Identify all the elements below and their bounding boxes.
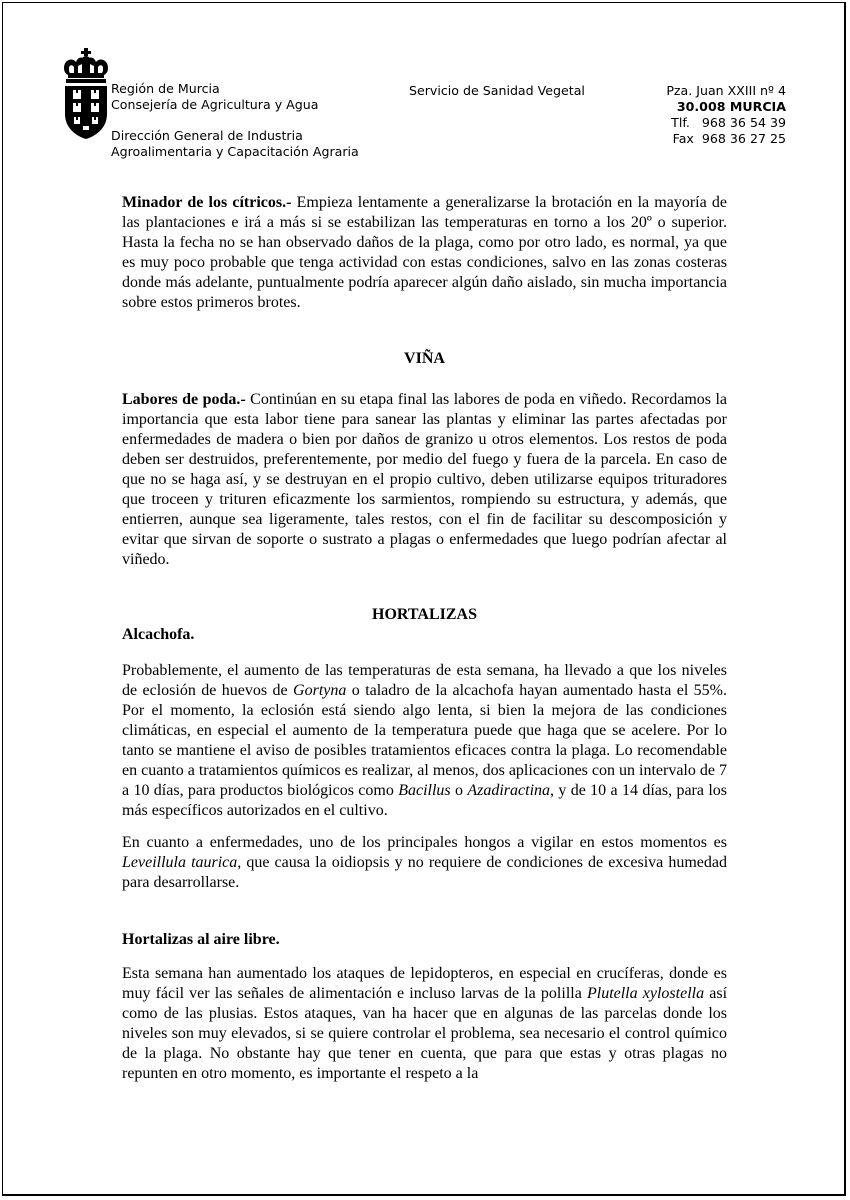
vina-lead: Labores de poda.- [122, 391, 246, 408]
alcachofa-p1-text-a: Probablemente, el aumento de las temperaturas de esta semana, ha llevado a que los niveles de eclosión de huevos de [122, 662, 727, 699]
hortalizas-heading: HORTALIZAS [372, 606, 477, 623]
aire-libre-paragraph [122, 964, 727, 1084]
phone-number: Tlf. 968 36 54 39 [671, 115, 786, 130]
aire-libre-text-a: Esta semana han aumentado los ataques de lepidopteros, en especial en crucíferas, donde es muy fácil ver las señales de alimentación e incluso larvas de la polilla [122, 965, 727, 1002]
fax-number: Fax 968 36 27 25 [672, 131, 786, 146]
bacillus-term: Bacillus [398, 782, 451, 799]
address-city: 30.008 MURCIA [676, 99, 786, 114]
aire-libre-title: Hortalizas al aire libre. [122, 931, 280, 948]
citricos-lead: Minador de los cítricos.- [122, 194, 292, 211]
address-street: Pza. Juan XXIII nº 4 [666, 83, 786, 98]
alcachofa-p2-text-b: , que causa la oidiopsis y no requiere de condiciones de excesiva humedad para desarrollarse. [122, 854, 728, 891]
leveillula-term: Leveillula taurica [122, 854, 238, 871]
org-region: Región de Murcia [111, 81, 220, 96]
citricos-text: Empieza lentamente a generalizarse la brotación en la mayoría de las plantaciones e irá a más si se estabilizan las temperaturas en torno a los 20º o superior. Hasta la fecha no se han observado daños de la plaga, como por otro lado, es normal, ya que es muy poco probable que tenga actividad con estas condiciones, salvo en las zonas costeras donde más adelante, puntualmente podría aparecer algún daño aislado, sin mucha importancia sobre estos primeros brotes. [122, 194, 728, 311]
gortyna-term: Gortyna [293, 682, 347, 699]
vina-heading: VIÑA [404, 350, 445, 367]
service-name: Servicio de Sanidad Vegetal [409, 83, 585, 98]
organization-block [111, 81, 359, 160]
alcachofa-title: Alcachofa. [122, 626, 195, 643]
org-directorate-cont: Agroalimentaria y Capacitación Agraria [111, 144, 359, 159]
vina-text: Continúan en su etapa final las labores de poda en viñedo. Recordamos la importancia que esta labor tiene para sanear las plantas y eliminar las partes afectadas por enfermedades de madera o bien por daños de granizo u otros elementos. Los restos de poda deben ser destruidos, preferentemente, por medio del fuego y fuera de la parcela. En caso de que no se haga así, y se destruyan en el propio cultivo, deben utilizarse equipos trituradores que troceen y trituren eficazmente los sarmientos, rompiendo su estructura, y además, que entierren, aunque sea ligeramente, tales restos, con el fin de facilitar su descomposición y evitar que sirvan de soporte o sustrato a plagas o enfermedades que luego podrían afectar al viñedo. [122, 391, 727, 568]
alcachofa-paragraph-1 [122, 661, 727, 821]
alcachofa-p1-text-b: o taladro de la alcachofa hayan aumentado hasta el 55%. Por el momento, la eclosión está siendo algo lenta, si bien la mejora de las condiciones climáticas, en especial el aumento de la temperatura puede que haga que se acelere. Por lo tanto se mantiene el aviso de posibles tratamientos eficaces contra la plaga. Lo recomendable en cuanto a tratamientos químicos es realizar, al menos, dos aplicaciones con un intervalo de 7 a 10 días, para productos biológicos como [122, 682, 728, 799]
alcachofa-p1-text-c: o [450, 782, 468, 799]
alcachofa-paragraph-2 [122, 833, 727, 893]
region-murcia-coat-of-arms-logo [60, 48, 112, 140]
aire-libre-text-b: así como de las plusias. Estos ataques, van ha hacer que en algunas de las parcelas donde los niveles son muy elevados, si se quiere controlar el problema, sea necesario el control químico de la plaga. No obstante hay que tener en cuenta, que para que estas y otras plagas no repunten en otro momento, es importante el respeto a la [122, 985, 728, 1082]
org-directorate: Dirección General de Industria [111, 128, 303, 143]
vina-paragraph [122, 390, 727, 570]
azadiractina-term: Azadiractina [467, 782, 551, 799]
org-ministry: Consejería de Agricultura y Agua [111, 97, 319, 112]
alcachofa-p2-text-a: En cuanto a enfermedades, uno de los principales hongos a vigilar en estos momentos es [122, 834, 727, 851]
plutella-term: Plutella xylostella [586, 985, 705, 1002]
citricos-paragraph [122, 193, 727, 313]
alcachofa-p1-text-d: , y de 10 a 14 días, para los más específicos autorizados en el cultivo. [122, 782, 728, 819]
address-block [630, 83, 786, 147]
